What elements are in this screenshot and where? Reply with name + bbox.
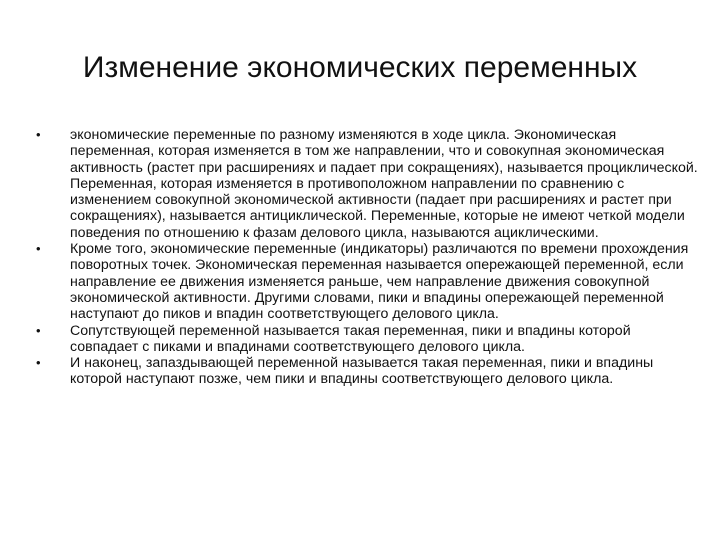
bullet-item [36,127,700,241]
bullet-item [36,241,700,322]
bullet-text: Кроме того, экономические переменные (индикаторы) различаются по времени прохождения поворотных точек. Экономическая переменная называется опережающей переменной, если направление ее движения изменяется раньше, чем направление движения совокупной экономической активности. Другими словами, пики и впадины опережающей переменной наступают до пиков и впадин соответствующего делового цикла. [70,241,689,323]
bullet-text: И наконец, запаздывающей переменной называется такая переменная, пики и впадины которой наступают позже, чем пики и впадины соответствующего делового цикла. [70,355,654,388]
slide-title: Изменение экономических переменных [82,51,638,84]
bullet-dot-icon: • [36,322,41,338]
bullet-text: экономические переменные по разному изменяются в ходе цикла. Экономическая переменная, которая изменяется в том же направлении, что и совокупная экономическая активность (растет при расширениях и падает при сокращениях), называется проциклической. Переменная, которая изменяется в противоположном направлении по сравнению с изменением совокупной экономической активности (падает при расширениях и растет при сокращениях), называется антициклической. Переменные, которые не имеют четкой модели поведения по отношению к фазам делового цикла, называются ациклическими. [70,127,698,241]
bullet-item [36,355,700,388]
bullet-dot-icon: • [36,241,41,257]
bullet-dot-icon: • [36,355,41,371]
bullet-list [36,127,700,388]
bullet-dot-icon: • [36,127,41,142]
bullet-text: Сопутствующей переменной называется такая переменная, пики и впадины которой совпадает с пиками и впадинами соответствующего делового цикла. [70,322,631,355]
bullet-item [36,323,700,356]
